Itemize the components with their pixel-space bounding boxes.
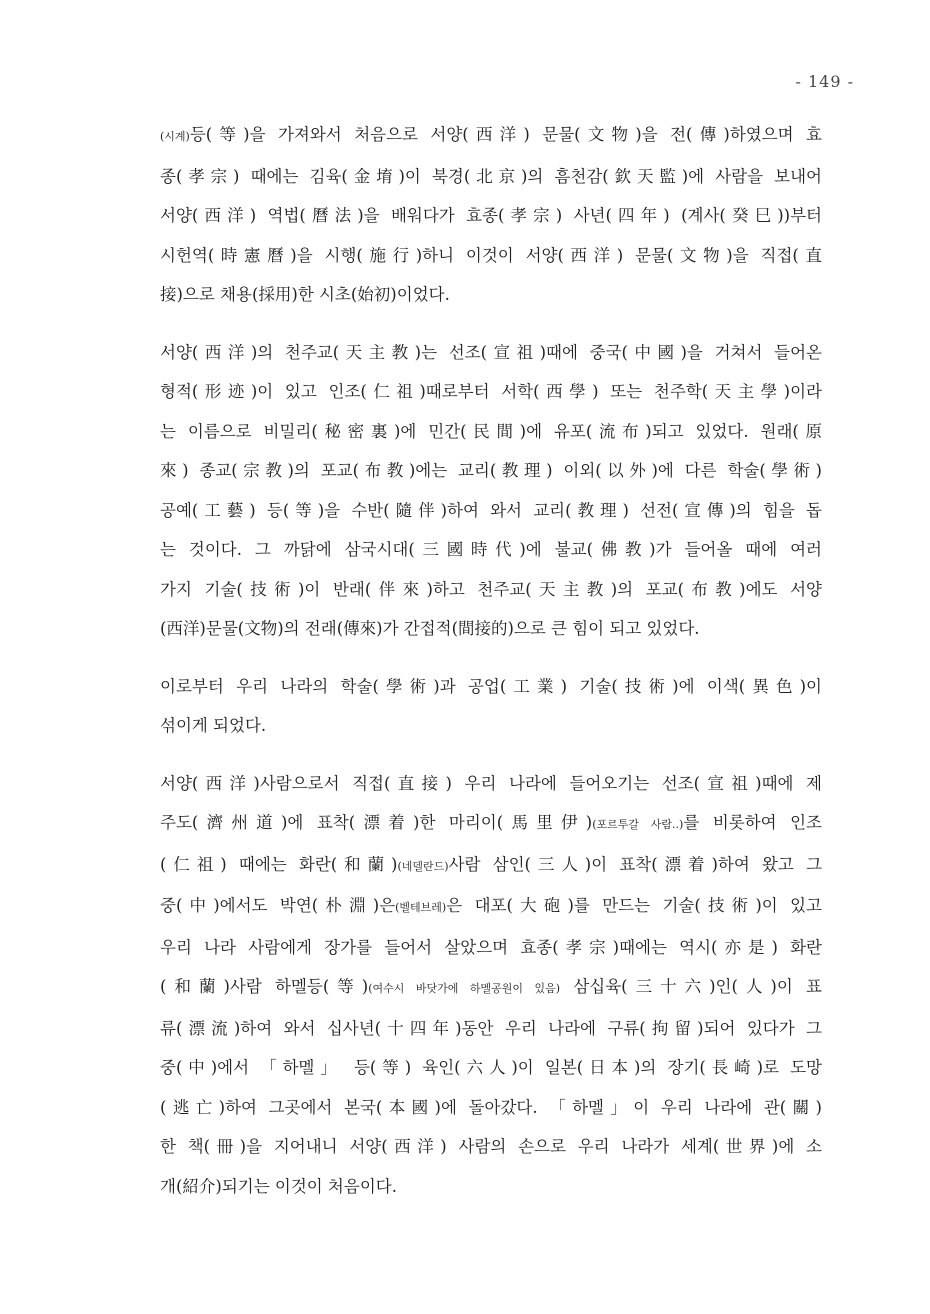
text-segment: 류(漂流)하여 와서 십사년(十四年)동안 우리 나라에 구류(拘留)되어 있다가 그 <box>160 1018 822 1038</box>
text-line <box>160 333 822 373</box>
text-line <box>160 157 822 197</box>
text-segment: 형적(形迹)이 있고 인조(仁祖)때로부터 서학(西學) 또는 천주학(天主學)이라 <box>160 382 822 401</box>
text-segment: 종(孝宗) 때에는 김육(金堉)이 북경(北京)의 흠천감(欽天監)에 사람을 보내어 <box>160 166 822 186</box>
text-segment: 등(等)을 가져와서 처음으로 서양(西洋) 문물(文物)을 전(傳)하였으며 효 <box>189 125 822 144</box>
text-line <box>160 1088 822 1128</box>
text-line <box>160 803 822 845</box>
text-segment: 중(中)에서 「하멜」 등(等) 육인(六人)이 일본(日本)의 장기(長崎)로 도망 <box>160 1058 822 1077</box>
text-line <box>160 491 822 531</box>
text-line <box>160 236 822 276</box>
text-line <box>160 928 822 968</box>
paragraph <box>160 333 822 649</box>
text-line <box>160 1009 822 1049</box>
text-line <box>160 1127 822 1167</box>
text-segment: 는 것이다. 그 까닭에 삼국시대(三國時代)에 불교(佛教)가 들어올 때에 여러 <box>160 540 822 559</box>
text-segment: 를 비롯하여 인조 <box>683 813 822 832</box>
text-segment: 중(中)에서도 박연(朴淵)은 <box>160 896 396 915</box>
text-segment: 接)으로 채용(採用)한 시초(始初)이었다. <box>160 285 450 304</box>
small-annotation: (시계) <box>160 130 190 143</box>
text-segment: 한 책(冊)을 지어내니 서양(西洋) 사람의 손으로 우리 나라가 세계(世界)에 소 <box>160 1137 822 1156</box>
text-segment: 시헌역(時憲曆)을 시행(施行)하니 이것이 서양(西洋) 문물(文物)을 직접(直 <box>160 245 822 265</box>
text-line <box>160 609 822 649</box>
text-segment: 는 이름으로 비밀리(秘密裏)에 민간(民間)에 유포(流布)되고 있었다. 원래(原 <box>160 421 822 441</box>
text-segment: 은 대포(大砲)를 만드는 기술(技術)이 있고 <box>446 896 822 915</box>
text-line <box>160 570 822 610</box>
paragraph <box>160 667 822 746</box>
text-segment: 서양(西洋) 역법(曆法)을 배워다가 효종(孝宗) 사년(四年) (계사(癸巳))부터 <box>160 206 822 225</box>
text-line <box>160 372 822 412</box>
text-segment: 이로부터 우리 나라의 학술(學術)과 공업(工業) 기술(技術)에 이색(異色)이 <box>160 676 822 696</box>
text-line <box>160 667 822 707</box>
text-line <box>160 412 822 452</box>
text-segment: (和蘭)사람 하멜등(等) <box>160 977 369 996</box>
text-line <box>160 1048 822 1088</box>
text-segment: 서양(西洋)의 천주교(天主教)는 선조(宣祖)때에 중국(中國)을 거쳐서 들어온 <box>160 342 822 362</box>
small-annotation: (벨테브레) <box>395 901 447 914</box>
text-segment: (逃亡)하여 그곳에서 본국(本國)에 돌아갔다. 「하멜」이 우리 나라에 관(關) <box>160 1097 822 1117</box>
text-line <box>160 706 822 746</box>
text-line <box>160 196 822 236</box>
text-segment: 來) 종교(宗教)의 포교(布教)에는 교리(教理) 이외(以外)에 다른 학술(學術) <box>160 461 822 480</box>
text-line <box>160 967 822 1009</box>
text-line <box>160 451 822 491</box>
text-line <box>160 115 822 157</box>
text-segment: 서양(西洋)사람으로서 직접(直接) 우리 나라에 들어오기는 선조(宣祖)때에 제 <box>160 773 822 793</box>
text-segment: 가지 기술(技術)이 반래(伴來)하고 천주교(天主教)의 포교(布教)에도 서양 <box>160 579 822 599</box>
small-annotation: (여수시 바닷가에 하멜공원이 있음) <box>368 982 561 995</box>
paragraph <box>160 764 822 1207</box>
text-line <box>160 764 822 804</box>
text-segment: 개(紹介)되기는 이것이 처음이다. <box>160 1176 397 1196</box>
text-segment: (仁祖) 때에는 화란(和蘭) <box>160 854 398 874</box>
small-annotation: (네델란드) <box>397 859 449 873</box>
text-line <box>160 530 822 570</box>
text-segment: 사람 삼인(三人)이 표착(漂着)하여 왔고 그 <box>448 854 823 874</box>
text-segment: 주도(濟州道)에 표착(漂着)한 마리이(馬里伊) <box>160 813 593 832</box>
small-annotation: (포르투갈 사람..) <box>592 818 684 831</box>
text-line <box>160 845 822 887</box>
text-line <box>160 886 822 928</box>
text-line <box>160 275 822 315</box>
page-number: - 149 - <box>795 72 854 91</box>
paragraph <box>160 115 822 315</box>
text-segment: 공예(工藝) 등(等)을 수반(隨伴)하여 와서 교리(教理) 선전(宣傳)의 힘을 돕 <box>160 500 822 520</box>
text-segment: 삼십육(三十六)인(人)이 표 <box>560 977 822 996</box>
text-segment: 우리 나라 사람에게 장가를 들어서 살았으며 효종(孝宗)때에는 역시(亦是) 화란 <box>160 937 822 957</box>
document-body <box>160 115 822 1224</box>
text-segment: (西洋)문물(文物)의 전래(傳來)가 간접적(間接的)으로 큰 힘이 되고 있었다. <box>160 619 700 638</box>
text-segment: 섞이게 되었다. <box>160 716 267 735</box>
text-line <box>160 1167 822 1207</box>
